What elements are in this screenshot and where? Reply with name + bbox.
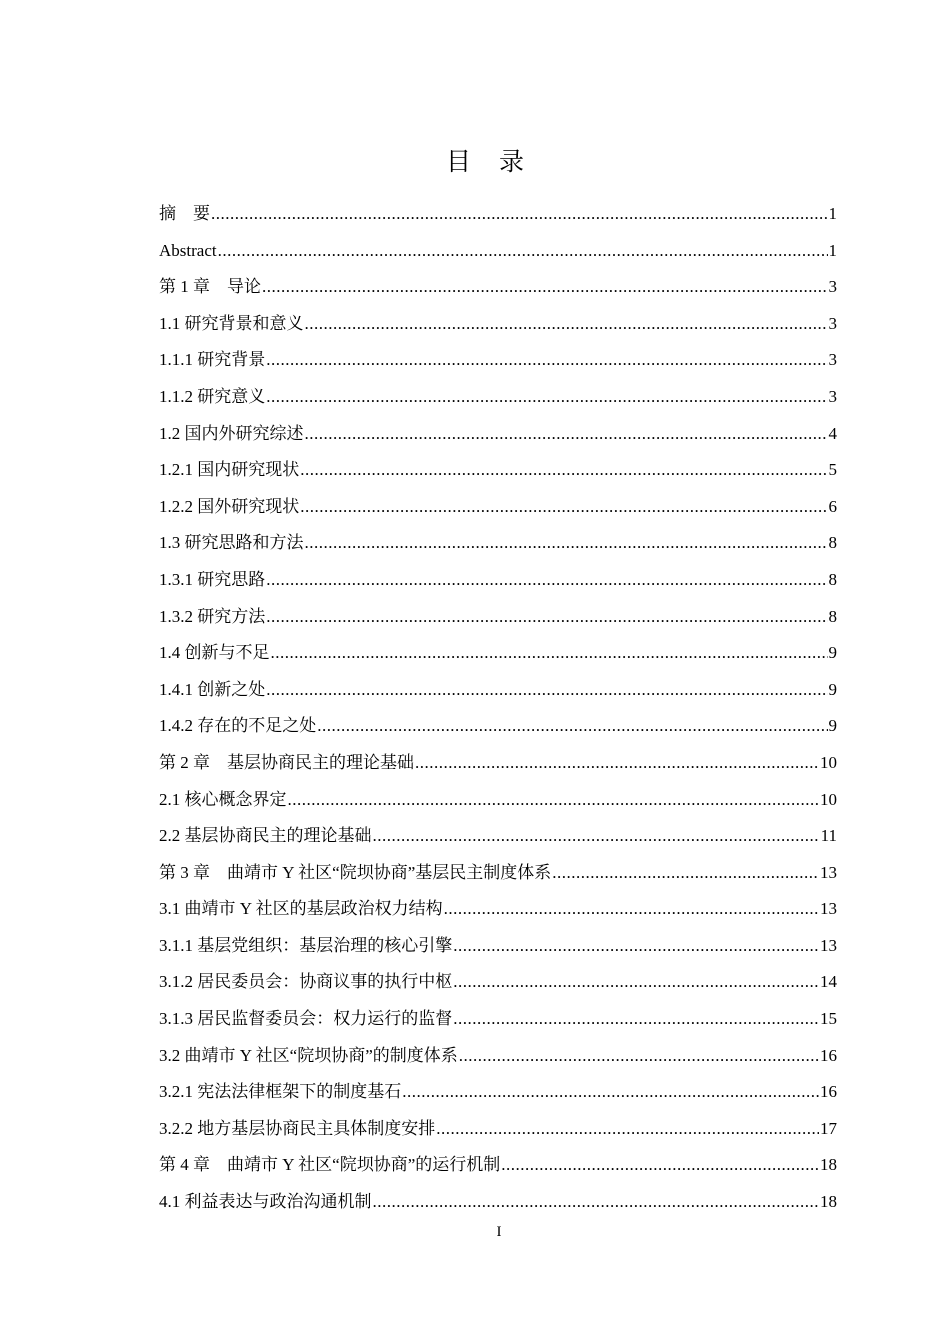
toc-entry-label: 1.4.2 存在的不足之处 [159,716,317,736]
dot-leader [453,1006,819,1032]
toc-entry[interactable] [159,421,837,458]
toc-entry-label: 第 1 章 导论 [159,277,261,297]
dot-leader [300,457,827,483]
table-of-contents [159,201,837,1226]
toc-entry-page: 16 [820,1045,837,1065]
toc-entry[interactable] [159,640,837,677]
dot-leader [459,1043,819,1069]
toc-entry-label: 1.1 研究背景和意义 [159,313,304,333]
dot-leader [444,896,819,922]
dot-leader [266,677,827,703]
toc-entry-label: 1.4 创新与不足 [159,643,270,663]
dot-leader [266,604,827,630]
toc-entry-page: 9 [828,716,837,736]
dot-leader [288,787,820,813]
toc-entry-page: 8 [828,533,837,553]
toc-entry[interactable] [159,311,837,348]
toc-entry-page: 13 [820,935,837,955]
toc-entry-label: 1.2.1 国内研究现状 [159,460,300,480]
toc-entry[interactable] [159,860,837,897]
dot-leader [266,347,827,373]
dot-leader [453,933,819,959]
toc-entry-page: 3 [828,313,837,333]
dot-leader [300,494,827,520]
toc-entry-label: 3.1.1 基层党组织：基层治理的核心引擎 [159,935,453,955]
toc-entry-label: 2.1 核心概念界定 [159,789,287,809]
toc-entry[interactable] [159,1043,837,1080]
toc-entry-label: 3.2 曲靖市 Y 社区“院坝协商”的制度体系 [159,1045,458,1065]
toc-entry-page: 18 [820,1192,837,1212]
toc-entry-page: 3 [828,386,837,406]
toc-entry[interactable] [159,713,837,750]
toc-entry-page: 18 [820,1155,837,1175]
toc-entry[interactable] [159,384,837,421]
toc-entry-page: 1 [828,204,837,223]
toc-entry-label: 第 2 章 基层协商民主的理论基础 [159,752,414,772]
dot-leader [415,750,819,776]
dot-leader [211,201,828,227]
toc-entry-label: 2.2 基层协商民主的理论基础 [159,826,372,846]
toc-entry-label: 1.3 研究思路和方法 [159,533,304,553]
dot-leader [436,1116,819,1142]
toc-entry-page: 8 [828,569,837,589]
toc-entry-label: 摘 要 [159,204,210,223]
toc-entry-page: 16 [820,1082,837,1102]
dot-leader [218,238,828,264]
toc-entry[interactable] [159,677,837,714]
dot-leader [317,713,827,739]
dot-leader [271,640,828,666]
toc-entry-page: 5 [828,460,837,480]
toc-entry-page: 11 [820,826,837,846]
toc-entry-label: 1.2.2 国外研究现状 [159,496,300,516]
dot-leader [373,823,820,849]
dot-leader [266,384,827,410]
toc-title: 目录 [445,149,552,176]
toc-entry-page: 3 [828,277,837,297]
page-number: I [496,1224,502,1240]
dot-leader [453,969,819,995]
toc-entry[interactable] [159,238,837,275]
toc-entry-label: 3.2.2 地方基层协商民主具体制度安排 [159,1118,436,1138]
toc-entry[interactable] [159,457,837,494]
dot-leader [402,1079,819,1105]
dot-leader [266,567,827,593]
toc-entry-label: 3.1 曲靖市 Y 社区的基层政治权力结构 [159,899,443,919]
toc-entry[interactable] [159,274,837,311]
toc-entry-label: 3.1.3 居民监督委员会：权力运行的监督 [159,1009,453,1029]
dot-leader [305,421,828,447]
toc-entry-page: 10 [820,752,837,772]
toc-entry-page: 17 [820,1118,837,1138]
toc-entry[interactable] [159,201,837,238]
toc-entry-page: 14 [820,972,837,992]
dot-leader [552,860,819,886]
toc-entry-page: 3 [828,350,837,370]
toc-entry[interactable] [159,750,837,787]
toc-entry-page: 6 [828,496,837,516]
toc-entry-label: 1.2 国内外研究综述 [159,423,304,443]
toc-entry-page: 9 [828,643,837,663]
toc-entry[interactable] [159,567,837,604]
toc-entry-page: 15 [820,1009,837,1029]
toc-entry-page: 1 [828,240,837,260]
toc-entry-label: 1.4.1 创新之处 [159,679,266,699]
dot-leader [262,274,828,300]
toc-entry-label: 3.1.2 居民委员会：协商议事的执行中枢 [159,972,453,992]
toc-entry[interactable] [159,896,837,933]
toc-entry[interactable] [159,1079,837,1116]
toc-entry-label: 第 4 章 曲靖市 Y 社区“院坝协商”的运行机制 [159,1155,501,1175]
dot-leader [305,311,828,337]
dot-leader [305,530,828,556]
toc-entry[interactable] [159,933,837,970]
toc-entry-label: 1.1.2 研究意义 [159,386,266,406]
toc-entry-page: 10 [820,789,837,809]
toc-entry-label: 4.1 利益表达与政治沟通机制 [159,1192,372,1212]
toc-entry-page: 9 [828,679,837,699]
toc-entry-page: 13 [820,862,837,882]
toc-entry[interactable] [159,1116,837,1153]
toc-entry[interactable] [159,530,837,567]
toc-entry-page: 13 [820,899,837,919]
dot-leader [373,1189,820,1215]
toc-entry[interactable] [159,347,837,384]
toc-entry-label: 1.3.2 研究方法 [159,606,266,626]
toc-entry-label: 1.3.1 研究思路 [159,569,266,589]
toc-entry-page: 4 [828,423,837,443]
toc-entry-label: 3.2.1 宪法法律框架下的制度基石 [159,1082,402,1102]
toc-entry-label: 1.1.1 研究背景 [159,350,266,370]
toc-entry[interactable] [159,787,837,824]
toc-entry[interactable] [159,823,837,860]
toc-entry[interactable] [159,604,837,641]
toc-entry[interactable] [159,1006,837,1043]
toc-entry[interactable] [159,1152,837,1189]
toc-entry-page: 8 [828,606,837,626]
toc-entry[interactable] [159,494,837,531]
toc-entry-label: Abstract [159,240,217,260]
dot-leader [501,1152,819,1178]
toc-entry[interactable] [159,1189,837,1226]
toc-entry[interactable] [159,969,837,1006]
toc-entry-label: 第 3 章 曲靖市 Y 社区“院坝协商”基层民主制度体系 [159,862,552,882]
